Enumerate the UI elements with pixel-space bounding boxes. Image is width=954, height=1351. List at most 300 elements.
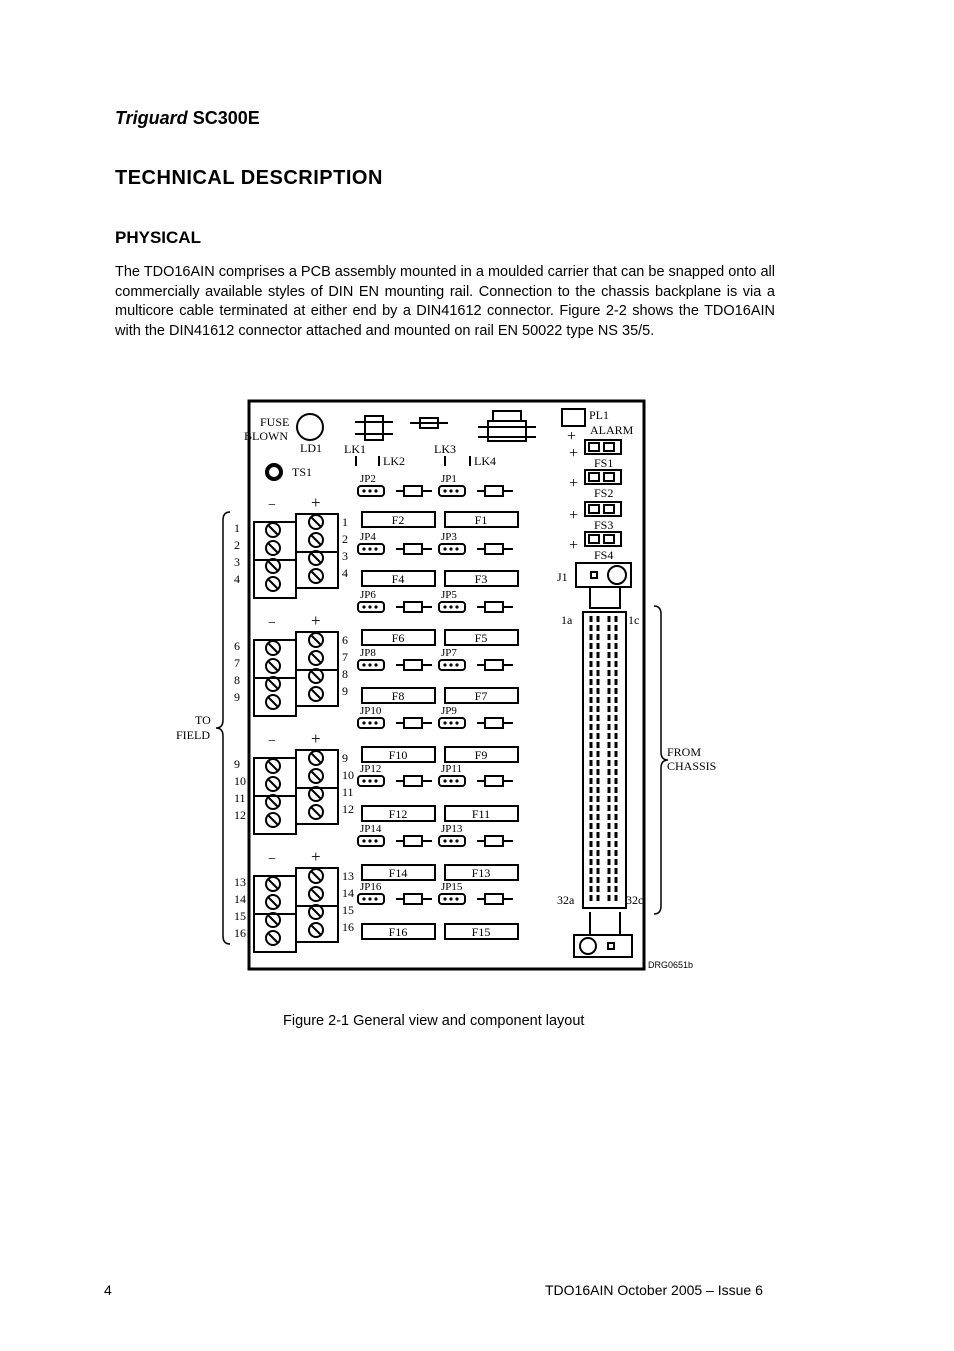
- jumper-row: [358, 647, 513, 670]
- fuse-label: F6: [391, 631, 405, 645]
- jumper-pin: [374, 839, 377, 842]
- jumper-pin: [443, 547, 446, 550]
- resistor: [485, 544, 503, 554]
- j1-pin: [590, 796, 593, 802]
- j1-pin: [608, 841, 611, 847]
- j1-pin: [590, 643, 593, 649]
- screw-slot: [268, 761, 278, 771]
- jumper-header: [358, 660, 384, 670]
- j1-pin: [608, 751, 611, 757]
- j1-pin: [608, 805, 611, 811]
- j1-pin: [608, 706, 611, 712]
- to-label: TO: [195, 713, 211, 727]
- jumper-label: JP2: [360, 473, 376, 485]
- jumper-pin: [455, 663, 458, 666]
- plus-fs2: +: [569, 475, 579, 492]
- j1-pin: [608, 652, 611, 658]
- fuse-holder: [362, 630, 435, 645]
- screw-icon: [309, 633, 323, 647]
- j1-pin: [608, 796, 611, 802]
- screw-icon: [266, 677, 280, 691]
- j1-pin: [590, 823, 593, 829]
- screw-icon: [309, 651, 323, 665]
- jumper-pin: [443, 839, 446, 842]
- j1-pin: [615, 688, 618, 694]
- jumper-label: JP1: [441, 473, 457, 485]
- jumper-label: JP7: [441, 647, 457, 659]
- j1-pin: [615, 895, 618, 901]
- jumper-pin: [449, 547, 452, 550]
- j1-pin: [590, 751, 593, 757]
- jumper-label: JP11: [441, 763, 462, 775]
- minus-sign: −: [268, 616, 276, 631]
- jumper-pin: [374, 605, 377, 608]
- jumper-pin: [368, 839, 371, 842]
- screw-slot: [311, 771, 321, 781]
- j1-pin: [597, 697, 600, 703]
- screw-slot: [268, 933, 278, 943]
- j1-pin: [615, 634, 618, 640]
- screw-slot: [268, 815, 278, 825]
- j1-pin: [597, 652, 600, 658]
- jumper-header: [358, 718, 384, 728]
- j1-pin: [615, 787, 618, 793]
- j1-pin: [615, 814, 618, 820]
- left-terminal-number: 4: [234, 572, 240, 586]
- screw-slot: [311, 889, 321, 899]
- j1-pin: [608, 787, 611, 793]
- jumper-label: JP4: [360, 531, 376, 543]
- fuse-holder: [362, 571, 435, 586]
- j1-pin: [608, 760, 611, 766]
- j1-pin: [590, 652, 593, 658]
- j1-pin: [608, 616, 611, 622]
- j1-pin: [615, 625, 618, 631]
- resistor: [485, 486, 503, 496]
- resistor: [485, 776, 503, 786]
- j1-pin: [590, 670, 593, 676]
- page-number: 4: [104, 1282, 112, 1298]
- j1-pin: [615, 616, 618, 622]
- screw-icon: [266, 877, 280, 891]
- j1-pin: [608, 697, 611, 703]
- fuse-label: F9: [474, 748, 488, 762]
- resistor: [404, 544, 422, 554]
- resistor: [485, 718, 503, 728]
- j1-pin: [590, 859, 593, 865]
- screw-slot: [268, 561, 278, 571]
- terminal-group: [234, 729, 354, 834]
- screw-icon: [266, 913, 280, 927]
- fuse-holder: [362, 924, 435, 939]
- fuse-holder: [445, 747, 518, 762]
- left-terminal-number: 2: [234, 538, 240, 552]
- fuse-holder: [445, 806, 518, 821]
- j1-pin: [608, 670, 611, 676]
- jumper-pin: [368, 897, 371, 900]
- top-components: [355, 411, 536, 466]
- screw-icon: [266, 523, 280, 537]
- j1-pin: [615, 706, 618, 712]
- screw-slot: [311, 571, 321, 581]
- j1-pin: [615, 868, 618, 874]
- j1-pin: [597, 724, 600, 730]
- j1-pin: [590, 841, 593, 847]
- j1-pin: [615, 823, 618, 829]
- jumper-header: [358, 836, 384, 846]
- j1-pin: [615, 724, 618, 730]
- fuse-row: [362, 865, 518, 880]
- fuse-label: F11: [471, 807, 491, 821]
- j1-pin: [590, 625, 593, 631]
- left-terminal-number: 16: [234, 926, 246, 940]
- brand-name: Triguard: [115, 108, 188, 128]
- left-terminal-number: 7: [234, 656, 240, 670]
- j1-pin: [615, 742, 618, 748]
- fuse-label: F14: [388, 866, 408, 880]
- fuse-holder: [362, 806, 435, 821]
- plus-fs3: +: [569, 507, 579, 524]
- screw-slot: [311, 907, 321, 917]
- jumper-pin: [449, 489, 452, 492]
- screw-icon: [266, 777, 280, 791]
- screw-slot: [268, 897, 278, 907]
- j1-pin: [597, 823, 600, 829]
- j1-pin: [615, 877, 618, 883]
- jumper-header: [358, 486, 384, 496]
- j1-pin: [597, 805, 600, 811]
- j1-pin: [597, 715, 600, 721]
- fuse-holder: [362, 865, 435, 880]
- screw-slot: [268, 915, 278, 925]
- j1-pin: [597, 868, 600, 874]
- resistor: [485, 836, 503, 846]
- right-terminal-number: 1: [342, 515, 348, 529]
- fuse-label: F8: [391, 689, 405, 703]
- screw-icon: [309, 769, 323, 783]
- from-chassis-brace: [654, 606, 668, 914]
- fuse-row: [362, 630, 518, 645]
- screw-icon: [309, 751, 323, 765]
- terminal-group: [234, 493, 348, 598]
- plus-sign: +: [311, 611, 321, 630]
- jumper-pin: [455, 897, 458, 900]
- jumper-pin: [455, 547, 458, 550]
- right-terminal-number: 9: [342, 751, 348, 765]
- lk1-label: LK1: [344, 442, 366, 456]
- fs2-label: FS2: [594, 486, 614, 500]
- jumper-header: [439, 836, 465, 846]
- jumper-label: JP6: [360, 589, 376, 601]
- screw-slot: [268, 697, 278, 707]
- j1-pin: [615, 661, 618, 667]
- field-label: FIELD: [176, 728, 210, 742]
- fuse-row: [362, 688, 518, 703]
- j1-pin: [597, 670, 600, 676]
- screw-icon: [266, 659, 280, 673]
- fuse-label: F16: [388, 925, 408, 939]
- plus-fs4: +: [569, 537, 579, 554]
- j1-pin: [597, 742, 600, 748]
- jumper-pin: [443, 897, 446, 900]
- resistor: [404, 486, 422, 496]
- j1-pin: [597, 706, 600, 712]
- jumper-row: [358, 589, 513, 612]
- fuse-row: [362, 512, 518, 527]
- lk4-label: LK4: [474, 454, 496, 468]
- lk2-label: LK2: [383, 454, 405, 468]
- j1-pin: [597, 895, 600, 901]
- right-terminal-number: 15: [342, 903, 354, 917]
- screw-slot: [311, 807, 321, 817]
- pin-32a-label: 32a: [557, 893, 575, 907]
- jumper-pin: [368, 547, 371, 550]
- resistor: [404, 660, 422, 670]
- j1-pin: [597, 634, 600, 640]
- fuse-holder: [362, 688, 435, 703]
- fuse-blown-label-2: BLOWN: [244, 429, 288, 443]
- pl1-connector: [562, 409, 585, 426]
- jumper-pin: [368, 605, 371, 608]
- jumper-header: [439, 544, 465, 554]
- j1-pin: [608, 895, 611, 901]
- ld1-label: LD1: [300, 441, 322, 455]
- jumper-row: [358, 881, 513, 904]
- screw-slot: [311, 517, 321, 527]
- j1-pin: [615, 778, 618, 784]
- screw-icon: [266, 795, 280, 809]
- screw-icon: [309, 569, 323, 583]
- document-header: [115, 108, 260, 129]
- screw-slot: [268, 679, 278, 689]
- right-terminal-number: 11: [342, 785, 354, 799]
- jumper-pin: [443, 779, 446, 782]
- right-terminal-number: 9: [342, 684, 348, 698]
- plus-terminal-block: [296, 750, 338, 824]
- plus-terminal-block: [296, 632, 338, 706]
- j1-pin: [597, 661, 600, 667]
- screw-slot: [268, 543, 278, 553]
- j1-pin: [597, 787, 600, 793]
- j1-pin: [597, 679, 600, 685]
- terminal-blocks: [234, 493, 354, 952]
- plus-sign: +: [311, 729, 321, 748]
- jumper-pin: [449, 663, 452, 666]
- jumper-pin: [455, 605, 458, 608]
- j1-pin: [608, 814, 611, 820]
- left-terminal-number: 9: [234, 690, 240, 704]
- jumper-row: [358, 531, 513, 554]
- fuse-holder: [445, 630, 518, 645]
- j1-pin: [615, 805, 618, 811]
- minus-sign: −: [268, 852, 276, 867]
- screw-slot: [268, 643, 278, 653]
- j1-pin: [615, 850, 618, 856]
- j1-pin: [597, 625, 600, 631]
- fuse-holder: [445, 571, 518, 586]
- fs3-label: FS3: [594, 518, 614, 532]
- jumper-pin: [455, 489, 458, 492]
- right-terminal-number: 3: [342, 549, 348, 563]
- j1-pins: [590, 616, 618, 901]
- screw-icon: [309, 787, 323, 801]
- j1-pin: [615, 751, 618, 757]
- plus-sign: +: [311, 847, 321, 866]
- board-outline: [249, 401, 644, 969]
- left-terminal-number: 15: [234, 909, 246, 923]
- jumper-pin: [449, 779, 452, 782]
- fuse-row: [362, 806, 518, 821]
- jumper-pin: [368, 489, 371, 492]
- j1-pin: [590, 742, 593, 748]
- jumper-pin: [362, 897, 365, 900]
- jumper-header: [358, 894, 384, 904]
- jumper-label: JP8: [360, 647, 376, 659]
- jumper-pin: [362, 663, 365, 666]
- pl1-label: PL1: [589, 408, 610, 422]
- ts1-label: TS1: [292, 465, 313, 479]
- j1-pin: [608, 850, 611, 856]
- screw-slot: [311, 653, 321, 663]
- jumper-pin: [455, 721, 458, 724]
- j1-pin: [608, 823, 611, 829]
- j1-pin: [608, 724, 611, 730]
- right-terminal-number: 16: [342, 920, 354, 934]
- screw-icon: [309, 533, 323, 547]
- right-terminal-number: 6: [342, 633, 348, 647]
- terminal-group: [234, 611, 348, 716]
- screw-icon: [266, 541, 280, 555]
- fuse-label: F7: [474, 689, 488, 703]
- fuse-row: [362, 747, 518, 762]
- j1-pin: [608, 733, 611, 739]
- jumper-label: JP9: [441, 705, 457, 717]
- jumper-pin: [374, 897, 377, 900]
- section-title: TECHNICAL DESCRIPTION: [115, 167, 383, 189]
- body-paragraph: The TDO16AIN comprises a PCB assembly mounted in a moulded carrier that can be snapped onto all commercially available styles of DIN EN mounting rail. Connection to the chassis backplane is via a multicore cable terminated at either end by a DIN41612 connector. Figure 2-2 shows the TDO16AIN with the DIN41612 connector attached and mounted on rail EN 50022 type NS 35/5.: [115, 264, 775, 339]
- j1-pin: [608, 778, 611, 784]
- j1-pin: [597, 769, 600, 775]
- j1-pin: [590, 715, 593, 721]
- fuse-label: F1: [474, 513, 488, 527]
- screw-slot: [311, 871, 321, 881]
- screw-slot: [311, 689, 321, 699]
- fuse-holder: [362, 512, 435, 527]
- fuse-label: F4: [391, 572, 405, 586]
- jumper-label: JP16: [360, 881, 382, 893]
- j1-pin: [608, 769, 611, 775]
- jumper-header: [358, 544, 384, 554]
- j1-pin: [590, 679, 593, 685]
- pin-32c-label: 32c: [626, 893, 644, 907]
- j1-pin: [597, 877, 600, 883]
- j1-pin: [590, 760, 593, 766]
- j1-pin: [608, 679, 611, 685]
- j1-pin: [590, 616, 593, 622]
- plus-fs0: +: [567, 428, 577, 445]
- jumper-header: [439, 776, 465, 786]
- right-terminal-number: 10: [342, 768, 354, 782]
- jumper-label: JP5: [441, 589, 457, 601]
- j1-pin: [597, 616, 600, 622]
- j1-pin: [615, 697, 618, 703]
- screw-icon: [309, 869, 323, 883]
- j1-pin: [615, 796, 618, 802]
- jumper-pin: [449, 839, 452, 842]
- screw-slot: [311, 753, 321, 763]
- jumper-pin: [449, 721, 452, 724]
- right-terminal-number: 13: [342, 869, 354, 883]
- lk3-label: LK3: [434, 442, 456, 456]
- right-terminal-number: 7: [342, 650, 348, 664]
- j1-pin: [597, 733, 600, 739]
- j1-pin: [615, 733, 618, 739]
- j1-pin: [597, 778, 600, 784]
- screw-icon: [309, 669, 323, 683]
- jumper-pin: [368, 721, 371, 724]
- j1-pin: [608, 832, 611, 838]
- pin-1c-label: 1c: [628, 613, 640, 627]
- screw-icon: [309, 887, 323, 901]
- left-terminal-number: 10: [234, 774, 246, 788]
- jumper-pin: [374, 721, 377, 724]
- jumper-pin: [443, 663, 446, 666]
- j1-pin: [597, 841, 600, 847]
- j1-pin: [608, 859, 611, 865]
- j1-pin: [608, 877, 611, 883]
- j1-pin: [615, 841, 618, 847]
- j1-pin: [615, 859, 618, 865]
- jumper-label: JP10: [360, 705, 382, 717]
- fuse-row: [362, 924, 518, 939]
- screw-icon: [309, 551, 323, 565]
- j1-pin: [615, 715, 618, 721]
- j1-pin: [608, 715, 611, 721]
- fuse-label: F3: [474, 572, 488, 586]
- j1-pin: [608, 643, 611, 649]
- screw-icon: [266, 559, 280, 573]
- screw-slot: [311, 925, 321, 935]
- j1-pin: [615, 643, 618, 649]
- j1-pin: [590, 877, 593, 883]
- jumper-label: JP14: [360, 823, 382, 835]
- screw-icon: [266, 641, 280, 655]
- jumper-label: JP13: [441, 823, 463, 835]
- jumper-pin: [362, 721, 365, 724]
- left-terminal-number: 11: [234, 791, 246, 805]
- screw-slot: [268, 525, 278, 535]
- j1-pin: [597, 643, 600, 649]
- j1-pin: [597, 814, 600, 820]
- jumper-pin: [455, 779, 458, 782]
- doc-reference: TDO16AIN October 2005 – Issue 6: [545, 1282, 763, 1298]
- left-terminal-number: 6: [234, 639, 240, 653]
- screw-slot: [311, 789, 321, 799]
- left-terminal-number: 14: [234, 892, 246, 906]
- left-terminal-number: 9: [234, 757, 240, 771]
- j1-pin: [590, 832, 593, 838]
- screw-icon: [266, 695, 280, 709]
- jumper-pin: [374, 779, 377, 782]
- resistor: [485, 602, 503, 612]
- drawing-ref: DRG0651b: [648, 960, 694, 970]
- right-terminal-number: 8: [342, 667, 348, 681]
- left-terminal-number: 3: [234, 555, 240, 569]
- fuse-label: F5: [474, 631, 488, 645]
- j1-pin: [608, 634, 611, 640]
- screw-slot: [311, 535, 321, 545]
- fuse-holder: [445, 512, 518, 527]
